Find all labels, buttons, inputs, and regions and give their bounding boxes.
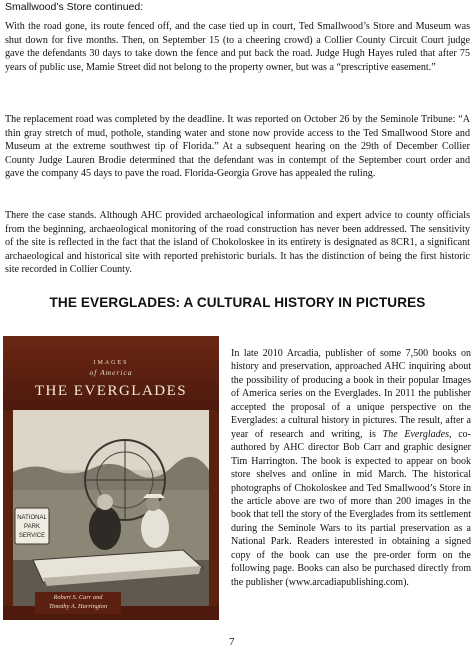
paragraph-replacement-road: The replacement road was completed by the deadline. It was reported on October 26 by the Seminole Tribune: “A thin gray stretch of mud, pothole, standing water and stone now provide access to the Ted Smallwood Store and Museum at the extreme southwest tip of Florida.” At a subsequent hearing on the 29th of December Collier County Judge Lauren Brodie determined that the defendant was in contempt of the September court order and gave the company 45 days to pave the road. Florida-Georgia Grove has appealed the ruling.	[5, 114, 470, 180]
cover-series-top: IMAGES	[93, 360, 129, 366]
sign-line-2: PARK	[24, 524, 40, 530]
page-number: 7	[229, 636, 235, 648]
cover-banner	[3, 336, 219, 410]
cover-author-box	[35, 592, 121, 614]
airboat-photo-illustration	[13, 410, 209, 606]
cover-author-1: Robert S. Carr and	[53, 594, 103, 601]
sign-line-3: SERVICE	[18, 533, 46, 539]
article-text-part-1: In late 2010 Arcadia, publisher of some 7,500 books on history and preservation, approached AHC inquiring about the possibility of producing a book in their popular Images of America series on the Everglades. In 2011 the publisher accepted the proposal of a unique perspective on the Everglades: a cultural history in pictures. The result, after a year of research and writing, is	[231, 348, 471, 440]
cover-title: THE EVERGLADES	[34, 383, 188, 399]
article-text-part-2: , co-authored by AHC director Bob Carr and graphic designer Tim Harrington. The book is expected to appear on book store shelves and online in mid March. The historical photographs of Chokoloskee and Ted Smallwood’s Store in the article above are two of more than 200 images in the book that tell the story of the Everglades from its settlement during the Seminole Wars to its partial preservation as a National Park. Readers interested in obtaining a signed copy of the book can use the pre-order form on the following page. Books can also be purchased directly from the publisher (www.arcadiapublishing.com).	[231, 428, 471, 588]
book-cover-image	[3, 336, 219, 620]
paragraph-road-shutdown: With the road gone, its route fenced off, and the case tied up in court, Ted Smallwood’s Store and Museum was shut down for five months. Then, on September 15 (to a cheering crowd) a Collier County Circuit Court judge gave the defendants 30 days to take down the fence and put back the road. Judge Hugh Hayes ruled that after 75 years of public use, Mamie Street did not belong to the property owner, but was a “prescriptive easement.”	[5, 21, 470, 73]
paragraph-case-stands: There the case stands. Although AHC provided archaeological information and expert advice to county officials from the beginning, archaeological monitoring of the road construction has never been addressed. The sensitivity of the site is reflected in the fact that the island of Chokoloskee in its entirety is designated as 8CR1, a significant archaeological and historical site with reported prehistoric burials. It has the distinction of being the first historic site recorded in Collier County.	[5, 210, 470, 276]
article-everglades-book	[231, 347, 471, 589]
cover-author-2: Timothy A. Harrington	[48, 603, 108, 610]
cover-photograph	[13, 410, 209, 606]
sign-line-1: NATIONAL	[17, 515, 47, 521]
section-title: THE EVERGLADES: A CULTURAL HISTORY IN PICTURES	[49, 295, 426, 310]
article-book-title: The Everglades	[382, 428, 449, 440]
cover-series-mid: of America	[89, 368, 133, 377]
continued-header: Smallwood’s Store continued:	[5, 1, 144, 13]
